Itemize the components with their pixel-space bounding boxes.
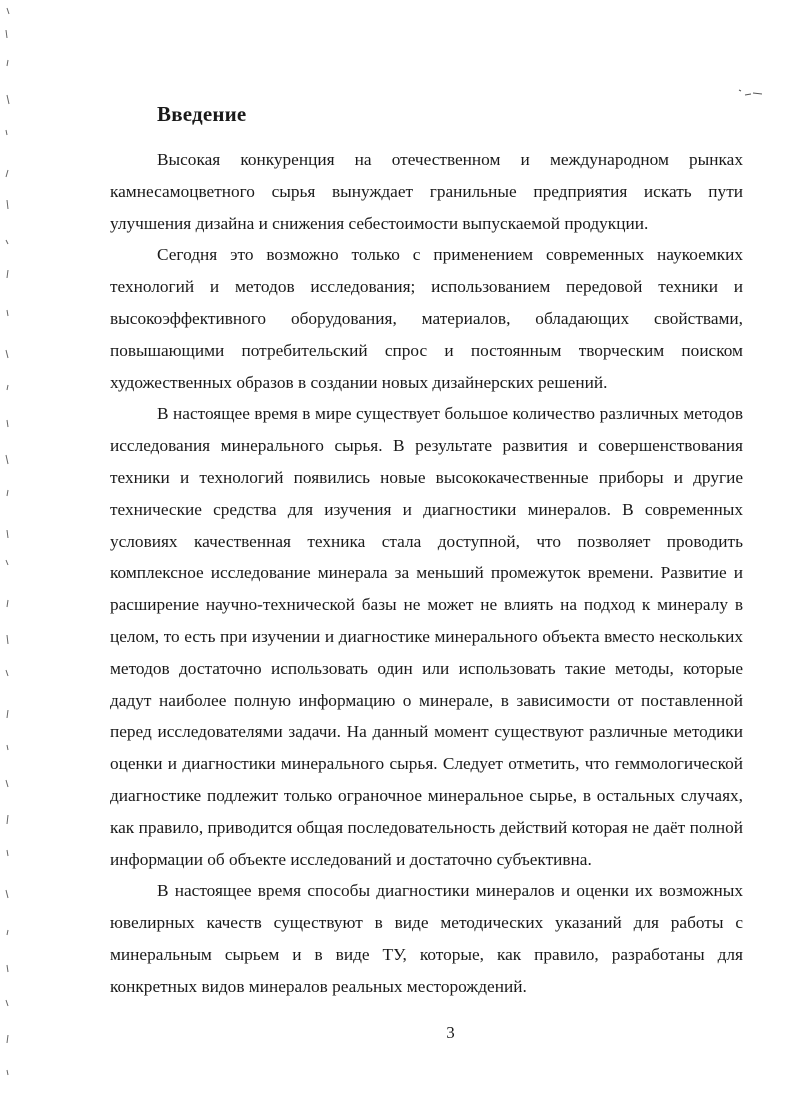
paragraph: Сегодня это возможно только с применением современных наукоемких технологий и методов исследования; использованием передовой техники и высокоэффективного оборудования, материалов, обладающих свойствами, повышающими потребительский спрос и постоянным творческим поиском художественных образов в создании новых дизайнерских решений.: [110, 245, 743, 392]
paragraph: Высокая конкуренция на отечественном и международном рынках камнесамоцветного сырья вынуждает гранильные предприятия искать пути улучшения дизайна и снижения себестоимости выпускаемой продукции.: [110, 150, 743, 233]
scan-edge-artifact: [2, 0, 16, 1094]
section-heading: Введение: [157, 102, 247, 126]
paragraph: В настоящее время в мире существует большое количество различных методов исследования минерального сырья. В результате развития и совершенствования техники и технологий появились новые высококачественные приборы и другие технические средства для изучения и диагностики минералов. В современных условиях качественная техника стала доступной, что позволяет проводить комплексное исследование минерала за меньший промежуток времени. Развитие и расширение научно-технической базы не может не влиять на подход к минералу в целом, то есть при изучении и диагностике минерального объекта вместо нескольких методов достаточно использовать один или использовать такие методы, которые дадут наиболее полную информацию о минерале, в зависимости от поставленной перед исследователями задачи. На данный момент существуют различные методики оценки и диагностики минерального сырья. Следует отметить, что геммологической диагностике подлежит только ограночное минеральное сырье, в остальных случаях, как правило, приводится общая последовательность действий которая не даёт полной информации об объекте исследований и достаточно субъективна.: [110, 404, 743, 869]
paragraph: В настоящее время способы диагностики минералов и оценки их возможных ювелирных качеств существуют в виде методических указаний для работы с минеральным сырьем и в виде ТУ, которые, как правило, разработаны для конкретных видов минералов реальных месторождений.: [110, 881, 743, 996]
body-text: [110, 144, 743, 1003]
scan-noise-mark: [737, 86, 767, 100]
page-number: 3: [446, 1023, 455, 1042]
